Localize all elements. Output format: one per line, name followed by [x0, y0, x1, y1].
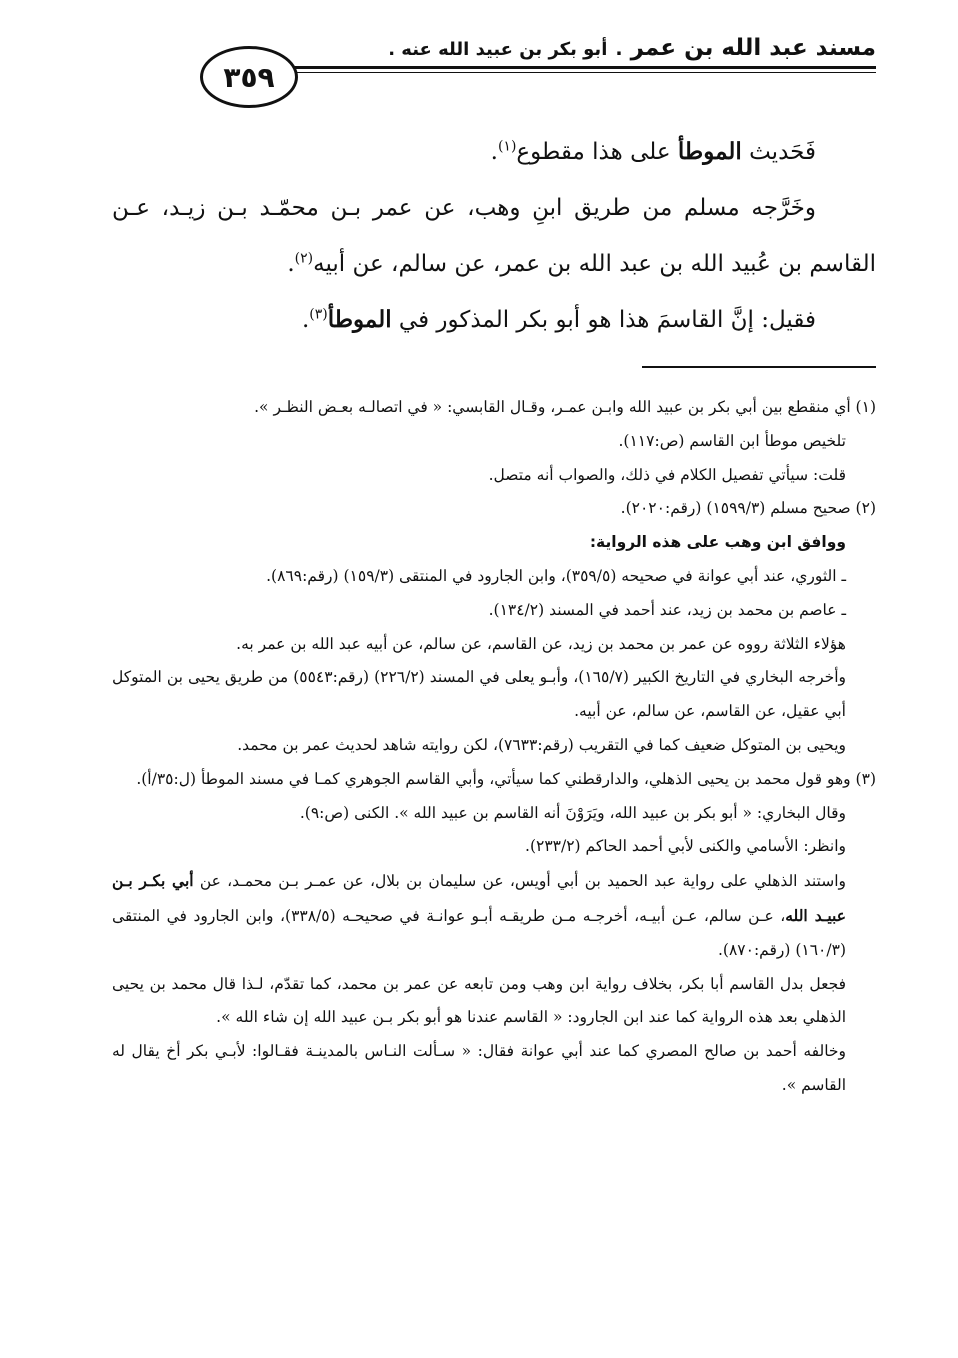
footnote-ref-3: (٣): [309, 306, 328, 323]
text-run: فَحَديث: [741, 139, 816, 165]
footnote-3-see: وانظر: الأسامي والكنى لأبي أحمد الحاكم (٢٣٣/٢).: [525, 837, 846, 856]
footnote-2-bukhari: وأخرجه البخاري في التاريخ الكبير (١٦٥/٧)، وأبـو يعلى في المسند (٢٢٦/٢) (رقم:٥٥٤٣) من طريق يحيى بن المتوكل أبي عقيل، عن القاسم، عن سالم، عن أبيه.: [112, 668, 847, 721]
footnote-2-yahya: ويحيى بن المتوكل ضعيف كما في التقريب (رقم:٧٦٣٣)، لكن روايته شاهد لحديث عمر بن محمد.: [237, 735, 846, 754]
footnote-2-summary: هؤلاء الثلاثة رووه عن عمر بن محمد بن زيد، عن القاسم، عن سالم، عن أبيه عبد الله بن عمر به.: [236, 634, 846, 653]
text-run: ، عـن سالم، عـن أبيـه، أخرجـه مـن طريقـه أبـو عوانـة في صحيحـه (٣٣٨/٥)، وابن الجارود في المنتقى (١٦٠/٣) (رقم:٨٧٠).: [112, 906, 846, 959]
footnote-1: (١) أي منقطع بين أبي بكر بن عبيد الله وابـن عمـر، وقـال القابسي: « في اتصالـه بعـض النظـر ».: [254, 398, 876, 416]
header-rule-thin: [292, 72, 876, 73]
header-title: مسند عبد الله بن عمر: [630, 35, 876, 61]
footnote-3: (٣) وهو قول محمد بن يحيى الذهلي، والدارقطني كما سيأتي، وأبي القاسم الجوهري كمـا في مسند الموطأ (ل:٣٥/أ).: [136, 769, 876, 788]
footnote-2-heading: ووافق ابن وهب على هذه الرواية:: [589, 533, 846, 552]
main-text: [112, 124, 876, 348]
main-paragraph-3: [112, 292, 876, 348]
footnotes: [112, 391, 876, 1103]
footnote-1-comment: قلت: سيأتي تفصيل الكلام في ذلك، والصواب أنه متصل.: [488, 465, 846, 484]
footnote-2-item-2: ـ عاصم بن محمد بن زيد، عند أحمد في المسند (١٣٤/٢).: [488, 600, 846, 619]
bold-name-abu-bakr: أبي بكـر بـن عبيـد الله: [112, 871, 846, 925]
footnote-3-ahmad: وخالفه أحمد بن صالح المصري كما عند أبي عوانة فقال: « سـألت النـاس بالمدينـة فقـالوا: لأبـي بكر أخ يقال له القاسم ».: [112, 1042, 846, 1094]
footnote-1-source: تلخيص موطأ ابن القاسم (ص:١١٧).: [618, 431, 846, 450]
page-number-badge: [200, 46, 298, 108]
text-run: فقيل: إنَّ القاسمَ هذا هو أبو بكر المذكور في: [391, 307, 816, 333]
text-run: .: [301, 307, 310, 333]
footnote-separator: [642, 366, 876, 368]
bold-text-muwatta: الموطأ: [677, 138, 742, 165]
header-rule-thick: [292, 66, 876, 69]
text-run: وخَرَّجه مسلم من طريق ابنِ وهب، عن عمر بـن محمّـد بـن زيـد، عـن القاسم بن عُبيد الله بن عبد الله بن عمر، عن سالم، عن أبيه: [112, 195, 876, 277]
footnote-3-conclusion: فجعل بدل القاسم أبا بكر، بخلاف رواية ابن وهب ومن تابعه عن عمر بن محمد، كما تقدّم، لـذا قال محمد بن يحيى الذهلي بعد هذه الرواية كما عند ابن الجارود: « القاسم عندنا هو أبو بكر بـن عبيد الله إن شاء الله ».: [112, 974, 846, 1027]
main-paragraph-2: [112, 180, 876, 292]
footnote-3-dhuhli: [112, 864, 876, 967]
footnote-2: (٢) صحيح مسلم (١٥٩٩/٣) (رقم:٢٠٢٠).: [620, 499, 876, 518]
footnote-3-bukhari: وقال البخاري: « أبو بكر بن عبيد الله، ويَرَوْنَ أنه القاسم بن عبيد الله ». الكنى (ص:٩).: [299, 803, 846, 822]
footnote-ref-1: (١): [497, 138, 517, 155]
header-subtitle: أبو بكر بن عبيد الله عنه .: [388, 39, 608, 60]
footnote-2-item-1: ـ الثوري، عند أبي عوانة في صحيحه (٣٥٩/٥)، وابن الجارود في المنتقى (١٥٩/٣) (رقم:٨٦٩).: [266, 566, 846, 585]
text-run: .: [287, 251, 295, 277]
page-number: ٣٥٩: [223, 60, 275, 94]
running-header: [388, 34, 876, 64]
text-run: واستند الذهلي على رواية عبد الحميد بن أبي أويس، عن سليمان بن بلال، عن عمـر بـن محمـد، عن: [193, 872, 846, 891]
main-paragraph-1: [112, 124, 876, 180]
footnote-ref-2: (٢): [294, 250, 314, 267]
bold-text-muwatta: الموطأ: [327, 306, 392, 333]
header-separator: .: [615, 38, 623, 60]
text-run: .: [490, 139, 498, 165]
text-run: على هذا مقطوع: [516, 139, 678, 165]
